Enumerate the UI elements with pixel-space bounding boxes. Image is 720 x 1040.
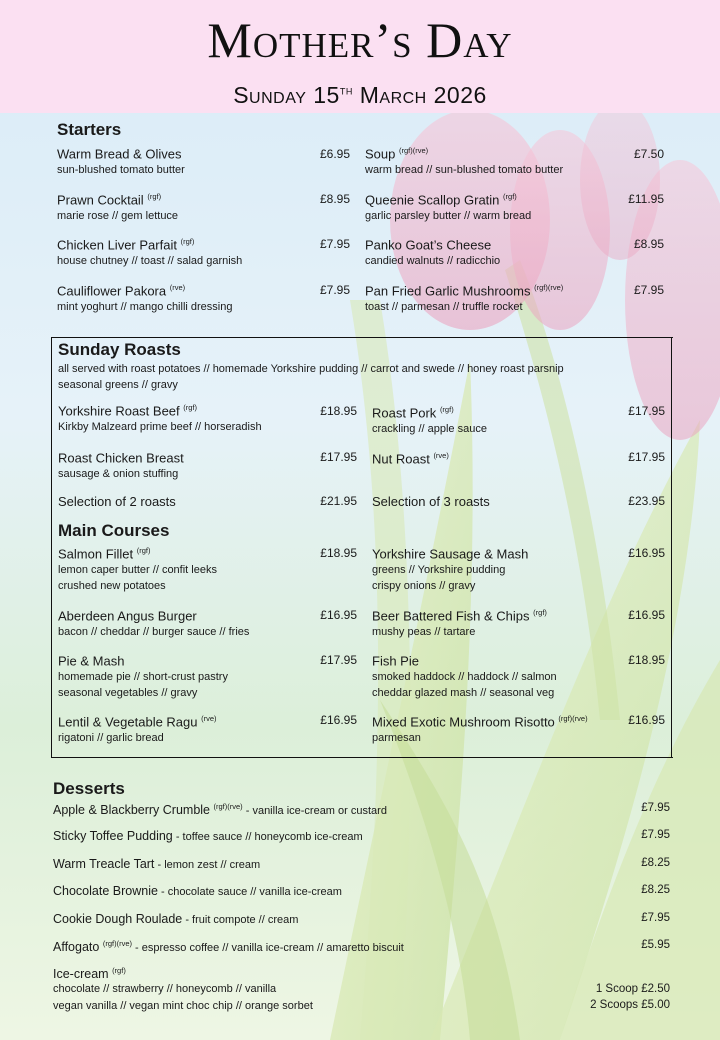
dessert-price: £7.95 bbox=[641, 802, 670, 814]
icecream-flavours-1: chocolate // strawberry // honeycomb // vanilla bbox=[53, 983, 277, 995]
dessert-item: Warm Treacle Tart - lemon zest // cream bbox=[53, 857, 261, 871]
item-price: £8.95 bbox=[633, 237, 664, 251]
menu-item: Beer Battered Fish & Chips $^{(rgf)}$ mushy peas // tartare bbox=[372, 608, 547, 639]
menu-item: Nut Roast $^{(rve)}$ bbox=[372, 451, 449, 467]
menu-date: Sunday 15th March 2026 bbox=[233, 82, 487, 108]
item-price: £17.95 bbox=[320, 653, 357, 667]
item-price: £7.95 bbox=[633, 283, 664, 297]
item-price: £17.95 bbox=[320, 450, 357, 464]
item-price: £16.95 bbox=[628, 713, 665, 727]
icecream-item: Ice-cream $^{(rgf)}$ bbox=[53, 966, 126, 982]
item-price: £7.95 bbox=[319, 283, 350, 297]
dessert-item: Cookie Dough Roulade - fruit compote // cream bbox=[53, 912, 299, 926]
item-price: £6.95 bbox=[319, 147, 350, 161]
dessert-item: Apple & Blackberry Crumble $^{(rgf)(rve)}$ - vanilla ice-cream or custard bbox=[53, 802, 387, 818]
item-price: £7.95 bbox=[319, 237, 350, 251]
roasts-heading: Sunday Roasts bbox=[58, 340, 181, 359]
dessert-price: £5.95 bbox=[641, 939, 670, 951]
menu-item: Mixed Exotic Mushroom Risotto $^{(rgf)(rve)}$ parmesan bbox=[372, 714, 588, 745]
item-price: £17.95 bbox=[628, 450, 665, 464]
icecream-price-1: 1 Scoop £2.50 bbox=[595, 983, 670, 995]
menu-item: Cauliflower Pakora $^{(rve)}$ mint yoghurt // mango chilli dressing bbox=[57, 283, 233, 314]
item-price: £16.95 bbox=[628, 608, 665, 622]
item-price: £18.95 bbox=[320, 546, 357, 560]
menu-item: Roast Pork $^{(rgf)}$ crackling // apple sauce bbox=[372, 405, 487, 436]
item-price: £18.95 bbox=[628, 653, 665, 667]
starters-heading: Starters bbox=[57, 120, 122, 139]
menu-item: Chicken Liver Parfait $^{(rgf)}$ house chutney // toast // salad garnish bbox=[57, 237, 243, 268]
roasts-intro: all served with roast potatoes // homemade Yorkshire pudding // carrot and swede // honey roast parsnip seasonal greens // gravy bbox=[58, 363, 564, 391]
menu-item: Yorkshire Sausage & Mash greens // Yorkshire pudding crispy onions // gravy bbox=[372, 546, 529, 593]
item-price: £16.95 bbox=[628, 546, 665, 560]
menu-item: Selection of 2 roasts bbox=[58, 494, 176, 509]
icecream-price-2: 2 Scoops £5.00 bbox=[590, 999, 670, 1011]
dessert-item: Affogato $^{(rgf)(rve)}$ - espresso coffee // vanilla ice-cream // amaretto biscuit bbox=[53, 939, 404, 955]
dessert-price: £8.25 bbox=[641, 857, 670, 869]
menu-item: Warm Bread & Olives sun-blushed tomato butter bbox=[57, 146, 185, 177]
dessert-item: Sticky Toffee Pudding - toffee sauce // honeycomb ice-cream bbox=[53, 829, 363, 843]
item-price: £18.95 bbox=[320, 404, 357, 418]
item-price: £11.95 bbox=[628, 192, 664, 206]
icecream-flavours-2: vegan vanilla // vegan mint choc chip // orange sorbet bbox=[53, 1000, 313, 1012]
dessert-price: £7.95 bbox=[641, 829, 670, 841]
menu-item: Selection of 3 roasts bbox=[372, 494, 490, 509]
item-price: £7.50 bbox=[633, 147, 664, 161]
menu-item: Prawn Cocktail $^{(rgf)}$ marie rose // gem lettuce bbox=[57, 192, 179, 223]
dessert-item: Chocolate Brownie - chocolate sauce // vanilla ice-cream bbox=[53, 884, 342, 898]
menu-item: Queenie Scallop Gratin $^{(rgf)}$ garlic parsley butter // warm bread bbox=[365, 192, 532, 223]
item-price: £23.95 bbox=[628, 494, 665, 508]
item-price: £16.95 bbox=[320, 713, 357, 727]
dessert-price: £7.95 bbox=[641, 912, 670, 924]
menu-item: Yorkshire Roast Beef $^{(rgf)}$ Kirkby Malzeard prime beef // horseradish bbox=[58, 403, 262, 434]
mains-heading: Main Courses bbox=[58, 521, 170, 540]
item-price: £21.95 bbox=[320, 494, 357, 508]
dessert-price: £8.25 bbox=[641, 884, 670, 896]
menu-item: Fish Pie smoked haddock // haddock // salmon cheddar glazed mash // seasonal veg bbox=[372, 653, 557, 700]
menu-item: Roast Chicken Breast sausage & onion stuffing bbox=[58, 450, 184, 481]
menu-item: Soup $^{(rgf)(rve)}$ warm bread // sun-blushed tomato butter bbox=[365, 146, 564, 177]
menu-item: Lentil & Vegetable Ragu $^{(rve)}$ rigatoni // garlic bread bbox=[58, 714, 217, 745]
item-price: £17.95 bbox=[628, 404, 665, 418]
desserts-heading: Desserts bbox=[53, 779, 125, 798]
menu-title: Mother’s Day bbox=[207, 12, 513, 68]
menu-item: Pie & Mash homemade pie // short-crust pastry seasonal vegetables // gravy bbox=[58, 653, 228, 700]
menu-item: Panko Goat’s Cheese candied walnuts // radicchio bbox=[365, 237, 501, 268]
menu-item: Salmon Fillet $^{(rgf)}$ lemon caper butter // confit leeks crushed new potatoes bbox=[58, 546, 217, 593]
item-price: £8.95 bbox=[319, 192, 350, 206]
menu-item: Pan Fried Garlic Mushrooms $^{(rgf)(rve)}$ toast // parmesan // truffle rocket bbox=[365, 283, 564, 314]
item-price: £16.95 bbox=[320, 608, 357, 622]
menu-item: Aberdeen Angus Burger bacon // cheddar // burger sauce // fries bbox=[58, 608, 250, 639]
